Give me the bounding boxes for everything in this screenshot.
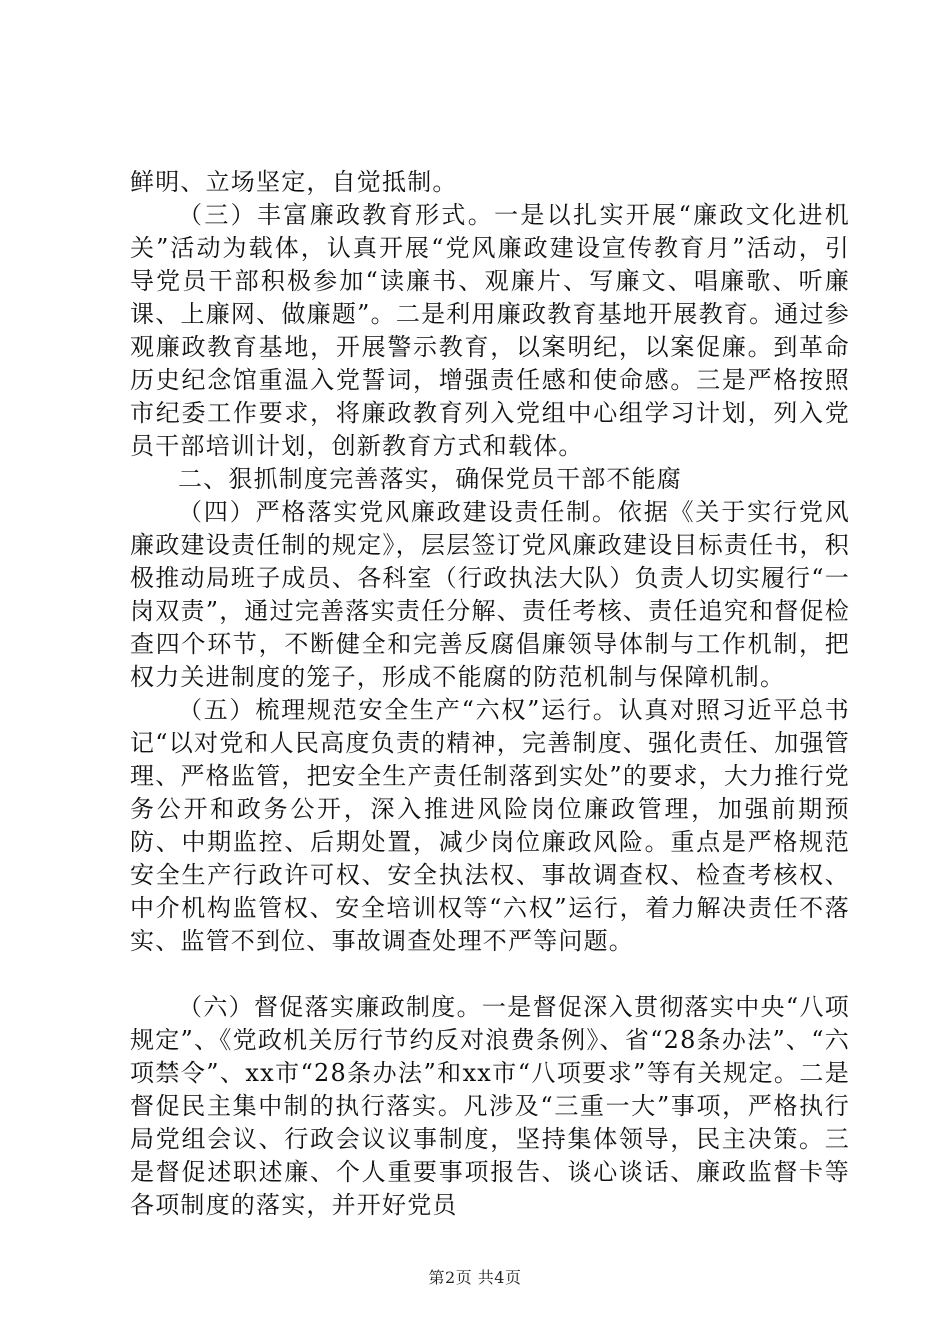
paragraph-section-5: （五）梳理规范安全生产“六权”运行。认真对照习近平总书记“以对党和人民高度负责的精神，完善制度、强化责任、加强管理、严格监管，把安全生产责任制落到实处”的要求，大力推行党务公开和政务公开，深入推进风险岗位廉政管理，加强前期预防、中期监控、后期处置，减少岗位廉政风险。重点是严格规范安全生产行政许可权、安全执法权、事故调查权、检查考核权、中介机构监管权、安全培训权等“六权”运行，着力解决责任不落实、监管不到位、事故调查处理不严等问题。 [130,696,850,955]
section-heading-2: 二、狠抓制度完善落实，确保党员干部不能腐 [178,465,682,493]
paragraph-section-6: （六）督促落实廉政制度。一是督促深入贯彻落实中央“八项规定”、《党政机关厉行节约反对浪费条例》、省“28条办法”、“六项禁令”、xx市“28条办法”和xx市“八项要求”等有关规定。二是督促民主集中制的执行落实。凡涉及“三重一大”事项，严格执行局党组会议、行政会议议事制度，坚持集体领导，民主决策。三是督促述职述廉、个人重要事项报告、谈心谈话、廉政监督卡等各项制度的落实，并开好党员 [130,993,850,1219]
paragraph-section-4: （四）严格落实党风廉政建设责任制。依据《关于实行党风廉政建设责任制的规定》，层层签订党风廉政建设目标责任书，积极推动局班子成员、各科室（行政执法大队）负责人切实履行“一岗双责”，通过完善落实责任分解、责任考核、责任追究和督促检查四个环节，不断健全和完善反腐倡廉领导体制与工作机制，把权力关进制度的笼子，形成不能腐的防范机制与保障机制。 [130,498,850,691]
page-footer: 第2页 共4页 [428,1268,522,1287]
paragraph-section-3: （三）丰富廉政教育形式。一是以扎实开展“廉政文化进机关”活动为载体，认真开展“党风廉政建设宣传教育月”活动，引导党员干部积极参加“读廉书、观廉片、写廉文、唱廉歌、听廉课、上廉网、做廉题”。二是利用廉政教育基地开展教育。通过参观廉政教育基地，开展警示教育，以案明纪，以案促廉。到革命历史纪念馆重温入党誓词，增强责任感和使命感。三是严格按照市纪委工作要求，将廉政教育列入党组中心组学习计划，列入党员干部培训计划，创新教育方式和载体。 [130,201,850,460]
document-body [130,166,850,1222]
paragraph-continuation: 鲜明、立场坚定，自觉抵制。 [130,168,458,196]
